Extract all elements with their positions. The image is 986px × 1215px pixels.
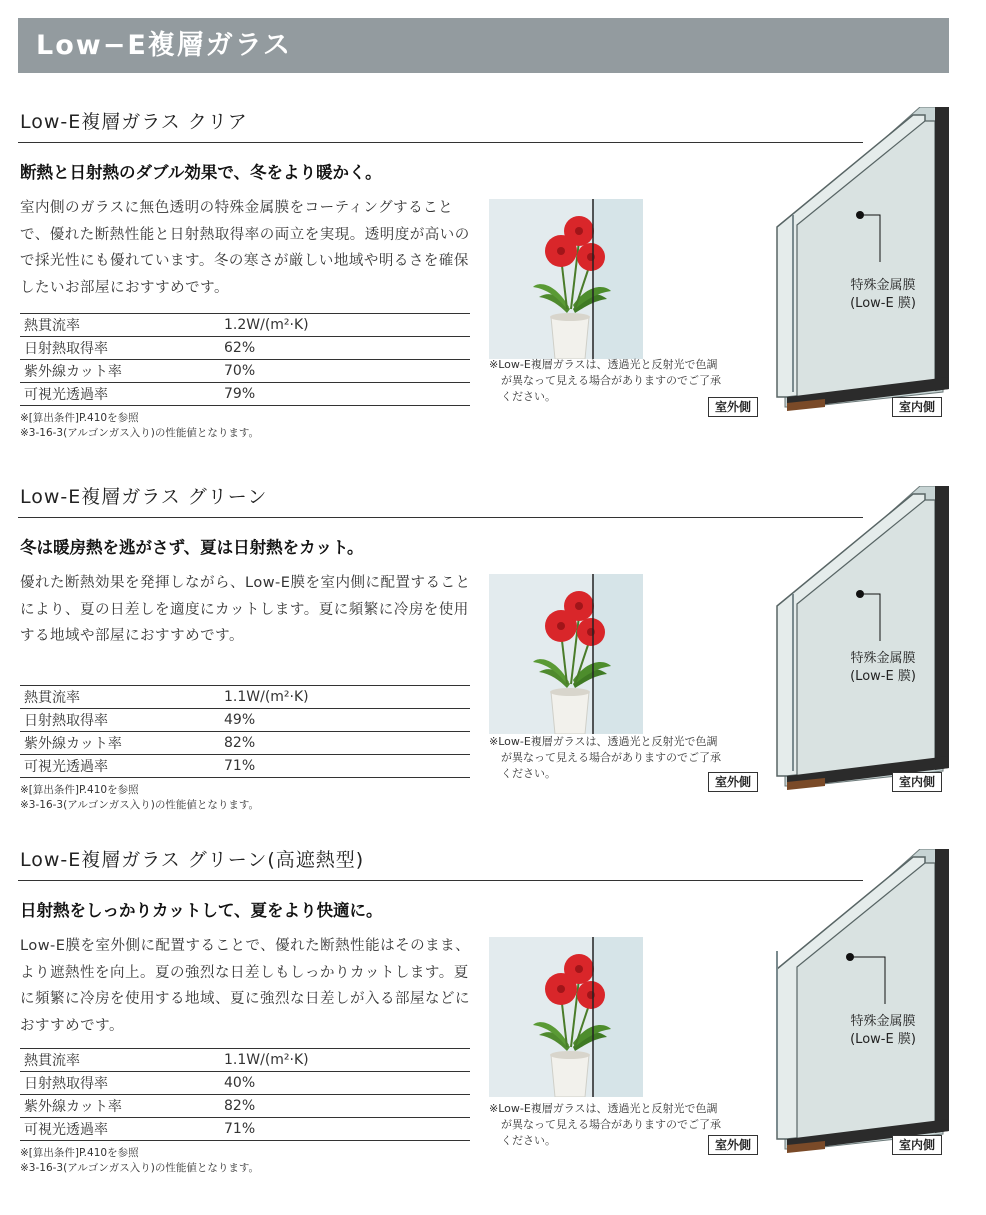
section-divider <box>18 142 863 143</box>
spec-value: 62% <box>220 337 470 360</box>
spec-label: 熱貫流率 <box>20 314 220 337</box>
spec-label: 可視光透過率 <box>20 755 220 778</box>
spec-label: 熱貫流率 <box>20 1049 220 1072</box>
spec-row <box>20 709 470 732</box>
film-label-note: (Low-E 膜) <box>850 296 916 311</box>
spec-value: 79% <box>220 383 470 406</box>
section-body: 優れた断熱効果を発揮しながら、Low-E膜を室内側に配置することにより、夏の日差しを適度にカットします。夏に頻繁に冷房を使用する地域や部屋におすすめです。 <box>20 575 471 644</box>
spec-label: 紫外線カット率 <box>20 360 220 383</box>
section-headline: 冬は暖房熱を逃がさず、夏は日射熱をカット。 <box>20 538 364 557</box>
spec-row <box>20 314 470 337</box>
footnotes <box>20 411 259 441</box>
film-label-name: 特殊金属膜 <box>850 1014 916 1029</box>
footnote: ※[算出条件]P.410を参照 <box>20 412 139 424</box>
flower-photo <box>489 937 643 1097</box>
spec-row <box>20 732 470 755</box>
flower-photo <box>489 199 643 359</box>
spec-value: 49% <box>220 709 470 732</box>
spec-value: 82% <box>220 1095 470 1118</box>
spec-label: 日射熱取得率 <box>20 709 220 732</box>
spec-value: 1.2W/(m²·K) <box>220 314 470 337</box>
spec-value: 82% <box>220 732 470 755</box>
glass-diagram <box>765 107 965 437</box>
footnotes <box>20 1146 259 1176</box>
spec-label: 可視光透過率 <box>20 383 220 406</box>
spec-row <box>20 337 470 360</box>
outdoor-side-label: 室外側 <box>708 1135 758 1155</box>
spec-label: 紫外線カット率 <box>20 1095 220 1118</box>
spec-row <box>20 1072 470 1095</box>
footnote: ※[算出条件]P.410を参照 <box>20 784 139 796</box>
section-title: Low-E複層ガラス グリーン <box>20 486 268 508</box>
spec-label: 日射熱取得率 <box>20 1072 220 1095</box>
spec-value: 1.1W/(m²·K) <box>220 686 470 709</box>
indoor-side-label: 室内側 <box>892 397 942 417</box>
spec-row <box>20 1118 470 1141</box>
photo-caption: ※Low-E複層ガラスは、透過光と反射光で色調が異なって見える場合がありますのでご了承ください。 <box>489 735 721 780</box>
spec-row <box>20 1095 470 1118</box>
film-label-name: 特殊金属膜 <box>850 278 916 293</box>
film-label <box>838 650 928 686</box>
section-body: Low-E膜を室外側に配置することで、優れた断熱性能はそのまま、より遮熱性を向上。夏の強烈な日差しもしっかりカットします。夏に頻繁に冷房を使用する地域、夏に強烈な日差しが入る部屋などにおすすめです。 <box>20 938 471 1034</box>
footnote: ※3-16-3(アルゴンガス入り)の性能値となります。 <box>20 1162 260 1174</box>
outdoor-side-label: 室外側 <box>708 772 758 792</box>
footnote: ※[算出条件]P.410を参照 <box>20 1147 139 1159</box>
banner-title: Low−E複層ガラス <box>36 30 292 61</box>
film-label-note: (Low-E 膜) <box>850 1032 916 1047</box>
outdoor-side-label: 室外側 <box>708 397 758 417</box>
spec-value: 40% <box>220 1072 470 1095</box>
footnote: ※3-16-3(アルゴンガス入り)の性能値となります。 <box>20 427 260 439</box>
spec-value: 1.1W/(m²·K) <box>220 1049 470 1072</box>
page-banner <box>18 18 949 73</box>
product-section <box>0 845 986 1215</box>
spec-value: 71% <box>220 1118 470 1141</box>
spec-table <box>20 685 470 778</box>
spec-value: 70% <box>220 360 470 383</box>
film-label-note: (Low-E 膜) <box>850 669 916 684</box>
spec-label: 熱貫流率 <box>20 686 220 709</box>
photo-caption: ※Low-E複層ガラスは、透過光と反射光で色調が異なって見える場合がありますのでご了承ください。 <box>489 358 721 403</box>
product-section <box>0 482 986 852</box>
section-divider <box>18 880 863 881</box>
spec-value: 71% <box>220 755 470 778</box>
indoor-side-label: 室内側 <box>892 1135 942 1155</box>
footnotes <box>20 783 259 813</box>
section-title: Low-E複層ガラス グリーン(高遮熱型) <box>20 849 365 871</box>
spec-table <box>20 1048 470 1141</box>
spec-row <box>20 360 470 383</box>
section-headline: 断熱と日射熱のダブル効果で、冬をより暖かく。 <box>20 163 382 182</box>
section-headline: 日射熱をしっかりカットして、夏をより快適に。 <box>20 901 383 920</box>
section-title: Low-E複層ガラス クリア <box>20 111 248 133</box>
film-label-name: 特殊金属膜 <box>850 651 916 666</box>
spec-row <box>20 383 470 406</box>
spec-label: 日射熱取得率 <box>20 337 220 360</box>
section-body: 室内側のガラスに無色透明の特殊金属膜をコーティングすることで、優れた断熱性能と日射熱取得率の両立を実現。透明度が高いので採光性にも優れています。冬の寒さが厳しい地域や明るさを確保したいお部屋におすすめです。 <box>20 200 470 296</box>
spec-row <box>20 755 470 778</box>
spec-table <box>20 313 470 406</box>
indoor-side-label: 室内側 <box>892 772 942 792</box>
photo-caption: ※Low-E複層ガラスは、透過光と反射光で色調が異なって見える場合がありますのでご了承ください。 <box>489 1102 721 1147</box>
spec-row <box>20 686 470 709</box>
film-label <box>838 277 928 313</box>
film-label <box>838 1013 928 1049</box>
spec-row <box>20 1049 470 1072</box>
spec-label: 可視光透過率 <box>20 1118 220 1141</box>
footnote: ※3-16-3(アルゴンガス入り)の性能値となります。 <box>20 799 260 811</box>
flower-photo <box>489 574 643 734</box>
spec-label: 紫外線カット率 <box>20 732 220 755</box>
section-divider <box>18 517 863 518</box>
product-section <box>0 107 986 477</box>
